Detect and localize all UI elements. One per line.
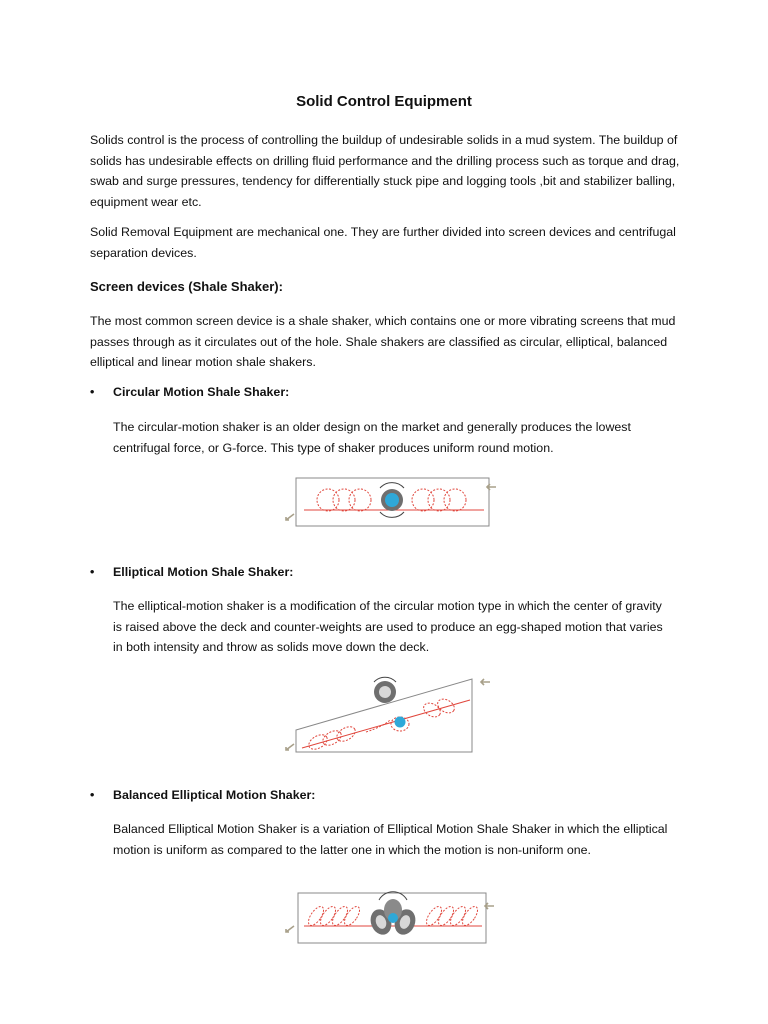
bullet-heading-balanced-elliptical: Balanced Elliptical Motion Shaker: bbox=[113, 788, 316, 802]
elliptical-motion-diagram bbox=[284, 674, 496, 760]
elliptical-motion-paragraph: The elliptical-motion shaker is a modification of the circular motion type in which the center of gravity is raised above the deck and counter-weights are used to produce an egg-shaped motion that varies in both intensity and throw as solids move down the deck. bbox=[113, 599, 663, 654]
circular-motion-paragraph: The circular-motion shaker is an older design on the market and generally produces the lowest centrifugal force, or G-force. This type of shaker produces uniform round motion. bbox=[113, 420, 631, 455]
feed-arrow-icon bbox=[481, 679, 490, 685]
feed-arrow-icon bbox=[485, 903, 494, 909]
bullet-balanced-elliptical bbox=[90, 788, 315, 802]
center-of-gravity-icon bbox=[388, 913, 398, 923]
screen-devices-heading: Screen devices (Shale Shaker): bbox=[90, 279, 283, 294]
bullet-dot: • bbox=[90, 385, 95, 399]
discharge-arrow-icon bbox=[286, 514, 294, 520]
feed-arrow-icon bbox=[487, 484, 496, 490]
center-of-gravity-icon bbox=[395, 717, 406, 728]
circular-motion-diagram bbox=[284, 474, 504, 530]
bullet-dot: • bbox=[90, 565, 95, 579]
bullet-dot: • bbox=[90, 788, 95, 802]
intro-paragraph-1: Solids control is the process of controlling the buildup of undesirable solids in a mud system. The buildup of solids has undesirable effects on drilling fluid performance and the drilling process such as torque and drag, swab and surge pressures, tendency for differentially stuck pipe and logging tools ,bit and stabilizer balling, equipment wear etc. bbox=[90, 133, 680, 209]
counter-weight-icon bbox=[385, 493, 399, 507]
discharge-arrow-icon bbox=[286, 926, 294, 932]
screen-devices-paragraph: The most common screen device is a shale shaker, which contains one or more vibrating screens that mud passes through as it circulates out of the hole. Shale shakers are classified as circular, elliptical, balanced elliptical and linear motion shale shakers. bbox=[90, 314, 676, 369]
balanced-elliptical-motion-diagram bbox=[284, 888, 498, 948]
bullet-circular-motion bbox=[90, 385, 289, 399]
balanced-elliptical-paragraph: Balanced Elliptical Motion Shaker is a variation of Elliptical Motion Shale Shaker in which the elliptical motion is uniform as compared to the latter one in which the motion is non-uniform one. bbox=[113, 822, 668, 857]
bullet-heading-circular: Circular Motion Shale Shaker: bbox=[113, 385, 290, 399]
counter-weight-icon bbox=[379, 686, 391, 698]
page-title: Solid Control Equipment bbox=[296, 93, 472, 110]
bullet-heading-elliptical: Elliptical Motion Shale Shaker: bbox=[113, 565, 294, 579]
discharge-arrow-icon bbox=[286, 744, 294, 750]
bullet-elliptical-motion bbox=[90, 565, 293, 579]
intro-paragraph-2: Solid Removal Equipment are mechanical one. They are further divided into screen devices and centrifugal separation devices. bbox=[90, 225, 676, 260]
